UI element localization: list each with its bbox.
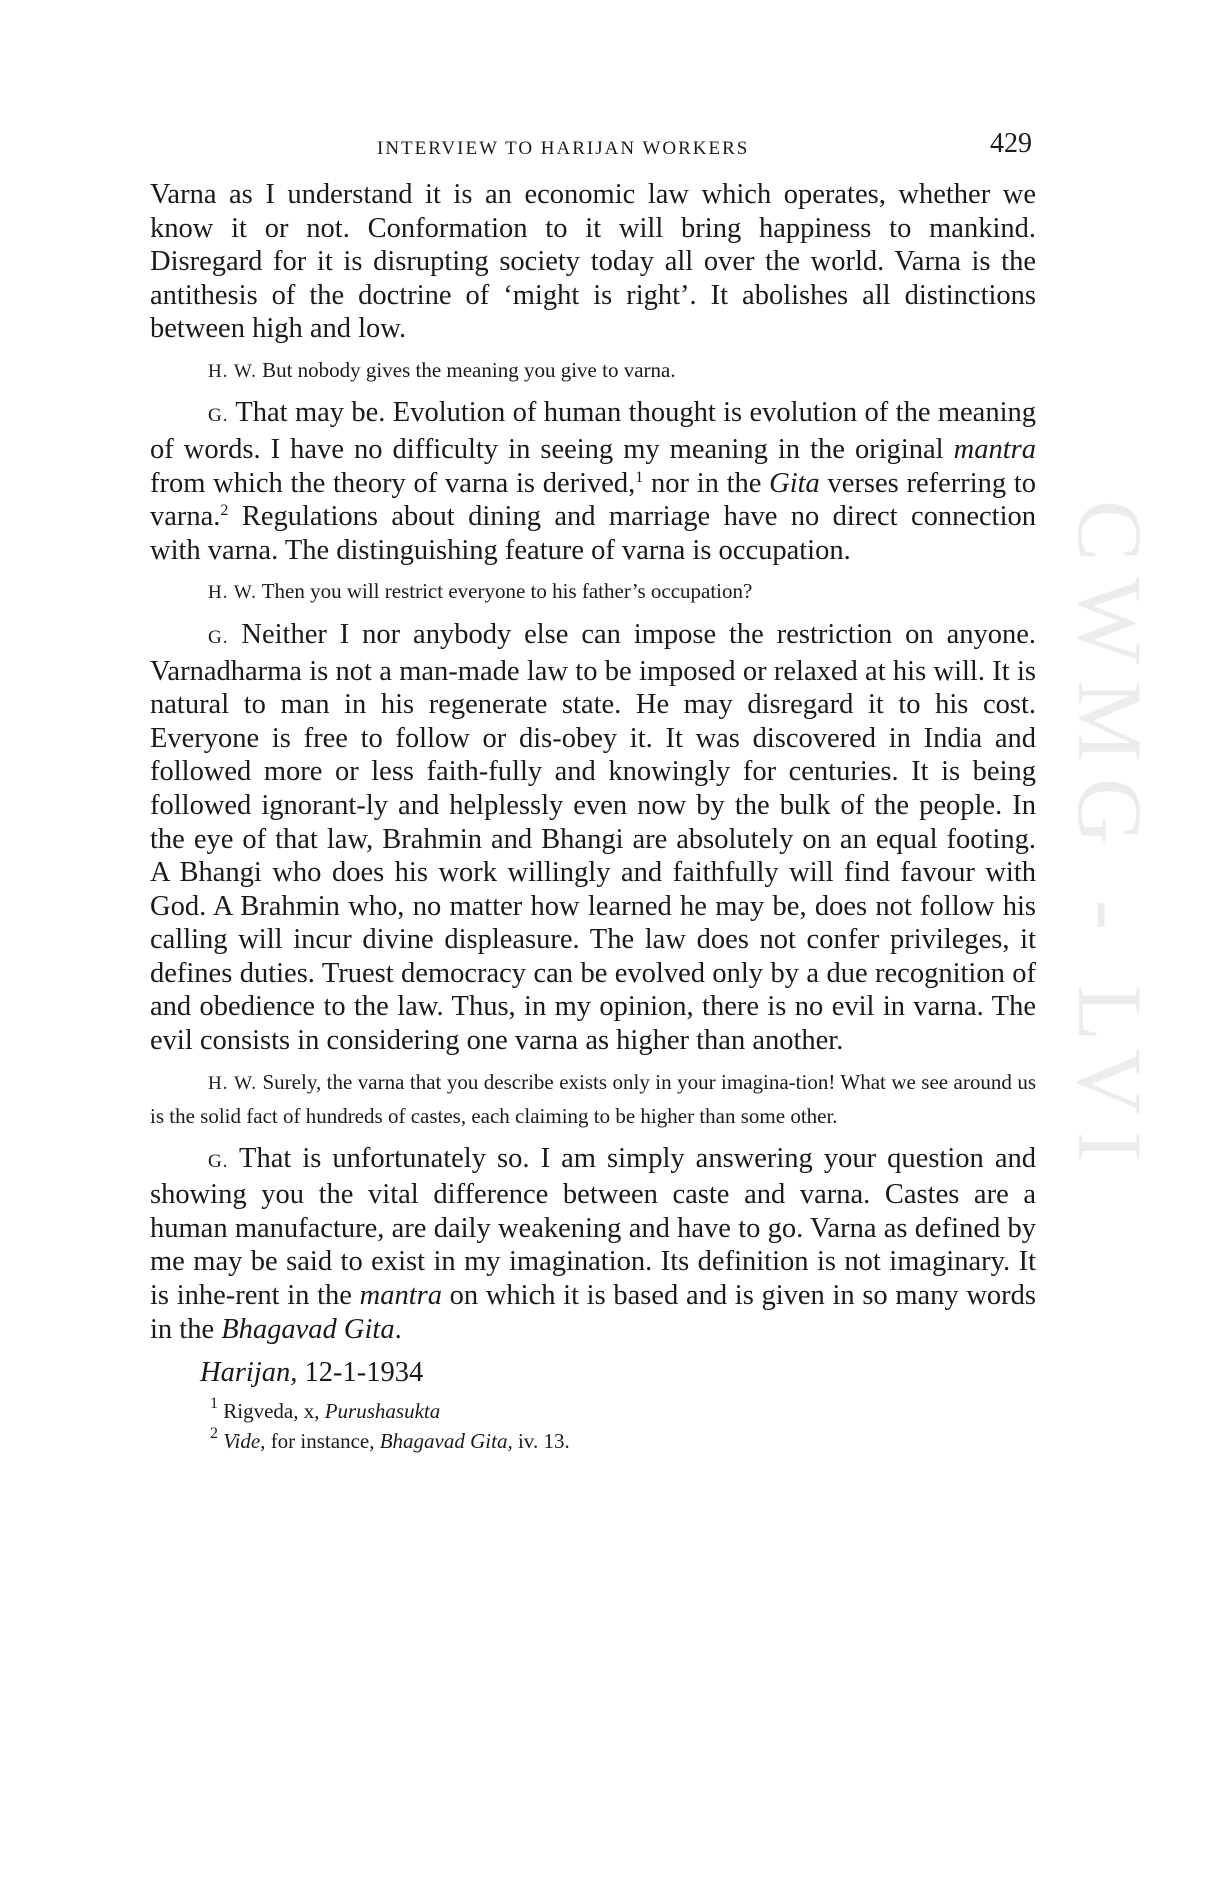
- paragraph-intro: Varna as I understand it is an economic law which operates, whether we know it or not. Conformation to it will bring happiness to mankind. Disregard for it is disrupting society today all over the world. Varna is the antithesis of the doctrine of ‘might is right’. It abolishes all distinctions between high and low.: [150, 179, 1036, 345]
- source-publication: Harijan,: [200, 1357, 298, 1389]
- question-text: Then you will restrict everyone to his father’s occupation?: [261, 579, 753, 604]
- footnote-italic: Purushasukta: [324, 1398, 441, 1423]
- answer-text: That may be. Evolution of human thought is evolution of the meaning of words. I have no difficulty in seeing my meaning in the original: [150, 397, 1036, 466]
- question-3: [150, 1066, 1036, 1134]
- answer-1: [150, 396, 1036, 567]
- question-text: Surely, the varna that you describe exists only in your imagina-tion! What we see around us is the solid fact of hundreds of castes, each claiming to be higher than some other.: [150, 1069, 1037, 1129]
- answer-text: That is unfortunately so. I am simply answering your question and showing you the vital difference between caste and varna. Castes are a human manufacture, are daily weakening and have to go. Varna as defined by me may be said to exist in my imagination. Its definition is not imaginary. It is inhe-rent in the: [150, 1142, 1036, 1312]
- speaker-label: H. W.: [208, 582, 257, 604]
- source-citation: [150, 1356, 1036, 1390]
- question-2: [150, 575, 1036, 610]
- footnotes: [150, 1396, 1036, 1456]
- answer-2: [150, 618, 1036, 1058]
- speaker-label: G.: [208, 405, 229, 427]
- answer-text: Regulations about dining and marriage have no direct connection with varna. The distinguishing feature of varna is occupation.: [150, 501, 1037, 566]
- answer-text: from which the theory of varna is derived,: [150, 467, 636, 499]
- question-text: But nobody gives the meaning you give to varna.: [262, 357, 676, 382]
- footnote-number: 1: [210, 1394, 218, 1412]
- footnote-number: 2: [210, 1424, 218, 1442]
- footnote-text: for instance,: [270, 1428, 375, 1453]
- italic-term: Bhagavad Gita: [221, 1313, 395, 1345]
- speaker-label: H. W.: [208, 1072, 258, 1094]
- answer-text: verses referring to varna.: [150, 467, 1037, 533]
- body-text: [150, 178, 1036, 1456]
- answer-3: [150, 1142, 1036, 1347]
- italic-term: Gita: [769, 467, 820, 499]
- page-number: 429: [990, 128, 1032, 159]
- watermark: [1059, 500, 1161, 1400]
- footnote-text: Rigveda, x,: [223, 1398, 320, 1423]
- running-head: INTERVIEW TO HARIJAN WORKERS: [377, 138, 750, 159]
- answer-text: nor in the: [651, 467, 762, 499]
- answer-text: Neither I nor anybody else can impose the restriction on anyone. Varnadharma is not a man-made law to be imposed or relaxed at his will. It is natural to man in his regenerate state. He may disregard it to his cost. Everyone is free to follow or dis-obey it. It was discovered in India and followed more or less faith-fully and knowingly for centuries. It is being followed ignorant-ly and helplessly even now by the bulk of the people. In the eye of that law, Brahmin and Bhangi are absolutely on an equal footing. A Bhangi who does his work willingly and faithfully will find favour with God. A Brahmin who, no matter how learned he may be, does not follow his calling will incur divine displeasure. The law does not confer privileges, it defines duties. Truest democracy can be evolved only by a due recognition of and obedience to the law. Thus, in my opinion, there is no evil in varna. The evil consists in considering one varna as higher than another.: [150, 618, 1037, 1057]
- italic-term: mantra: [953, 434, 1037, 466]
- watermark-text: CWMG - LVI: [1059, 500, 1161, 1178]
- footnote-text: iv. 13.: [517, 1428, 570, 1453]
- footnote-italic: Bhagavad Gita,: [379, 1428, 513, 1453]
- speaker-label: G.: [208, 1150, 229, 1172]
- italic-term: mantra: [359, 1280, 442, 1312]
- answer-text: on which it is based and is given in so many words in the: [150, 1280, 1037, 1345]
- page-header: [0, 128, 1229, 168]
- speaker-label: G.: [208, 626, 229, 648]
- footnote-2: [150, 1426, 1036, 1456]
- answer-text: .: [394, 1313, 402, 1345]
- footnote-italic: Vide,: [223, 1428, 266, 1453]
- footnote-ref: 2: [220, 502, 229, 520]
- footnote-1: [150, 1396, 1036, 1426]
- speaker-label: H. W.: [208, 360, 257, 382]
- footnote-ref: 1: [635, 468, 644, 486]
- question-1: [150, 354, 1036, 389]
- source-date: 12-1-1934: [304, 1357, 424, 1389]
